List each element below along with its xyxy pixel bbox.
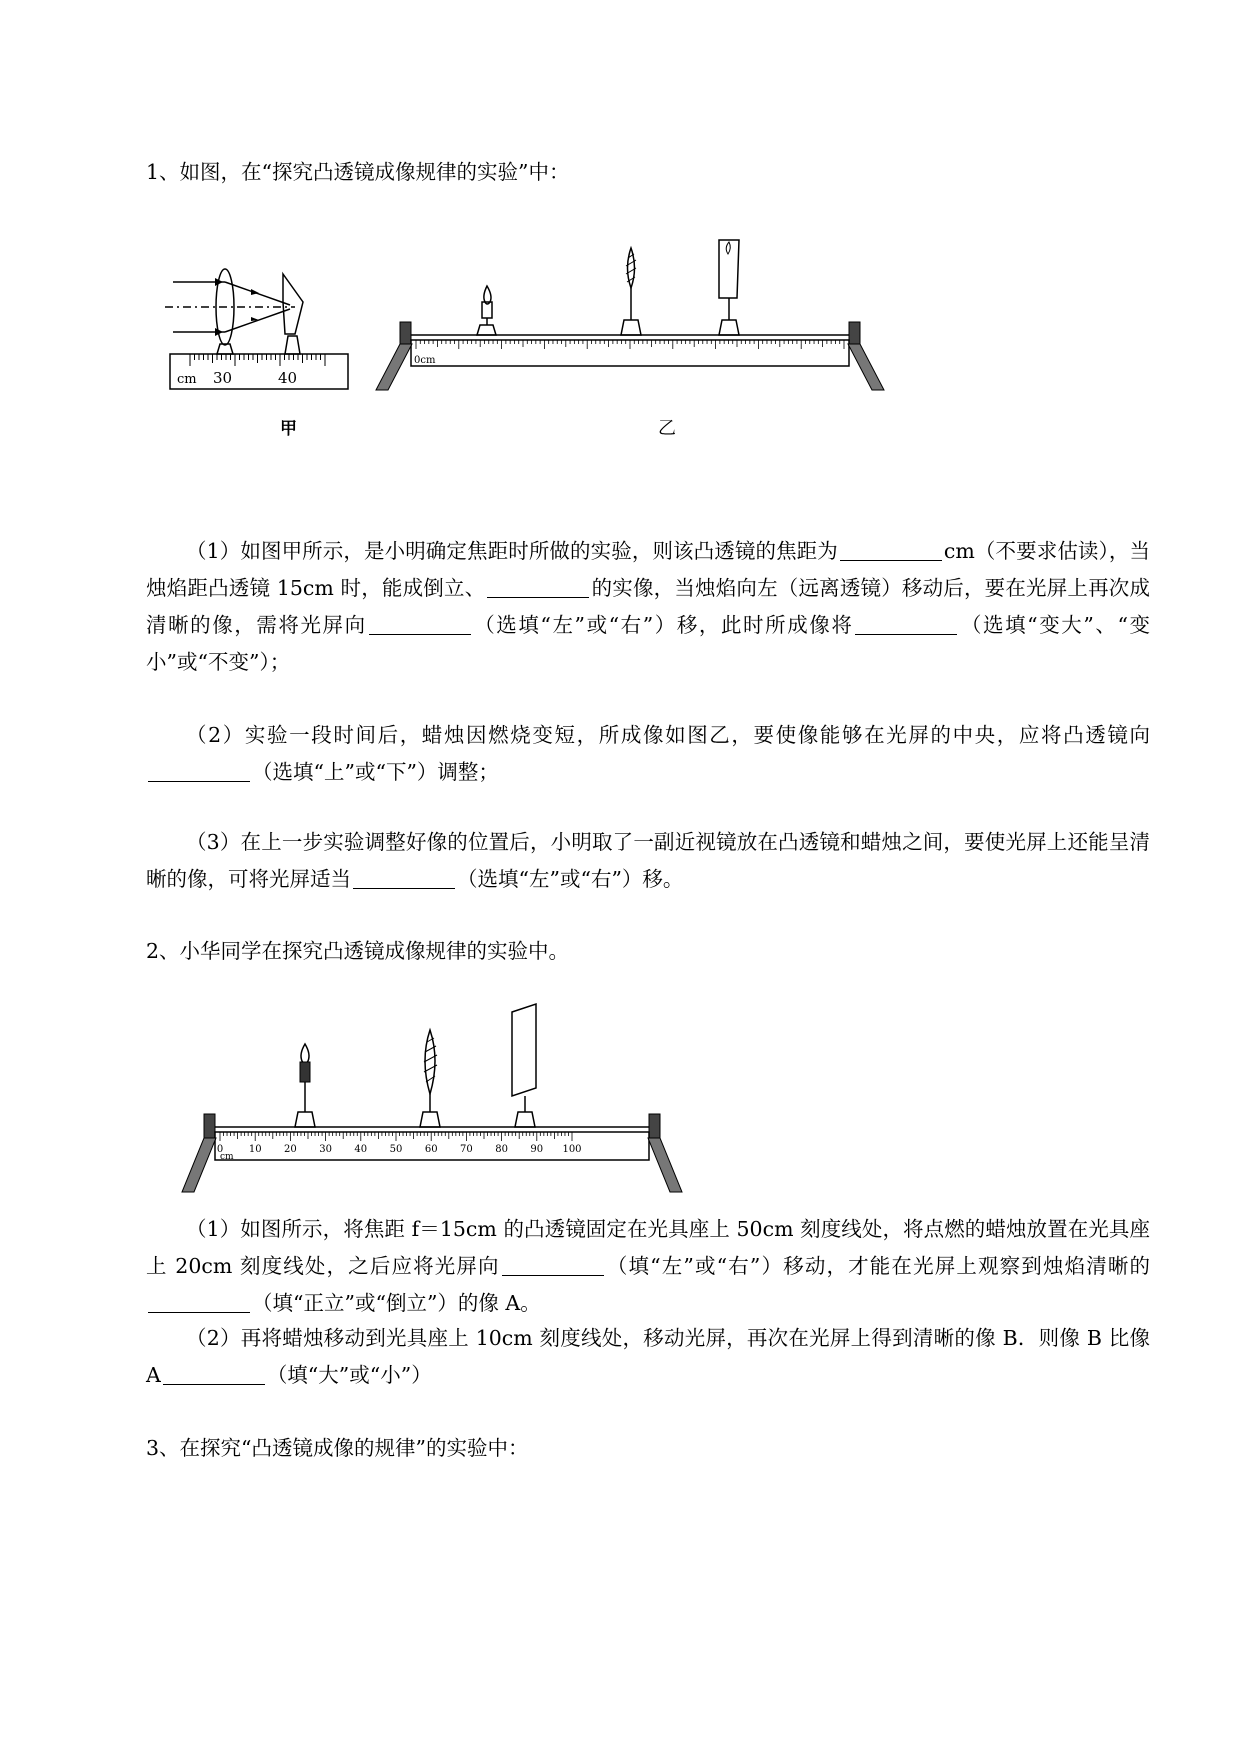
q1-title: 1、如图，在“探究凸透镜成像规律的实验”中： <box>146 160 570 184</box>
rail-leg-right <box>648 1138 682 1192</box>
q2-part2-text: （填“大”或“小”） <box>266 1363 432 1387</box>
answer-blank[interactable] <box>487 577 589 599</box>
q2-part1-text: （填“正立”或“倒立”）的像 A。 <box>252 1291 541 1315</box>
q1-part2-text: （2）实验一段时间后，蜡烛因燃烧变短，所成像如图乙，要使像能够在光屏的中央，应将凸透镜向 <box>186 723 1150 747</box>
q1-part2-text: （选填“上”或“下”）调整； <box>252 760 499 784</box>
answer-blank[interactable] <box>163 1364 265 1386</box>
answer-blank[interactable] <box>148 761 250 783</box>
q3-title: 3、在探究“凸透镜成像的规律”的实验中： <box>146 1436 529 1460</box>
answer-blank[interactable] <box>353 868 455 890</box>
screen-holder <box>285 336 300 354</box>
rail-leg-right <box>848 344 884 390</box>
rail-scale-labels <box>217 1144 582 1155</box>
q2-part1-text: （1）如图所示，将焦距 f＝15cm 的凸透镜固定在光具座上 50cm 刻度线处，将点燃的蜡烛放置在光具座上 20cm 刻度线处，之后应将光屏向 <box>146 1217 1150 1278</box>
screen <box>512 1004 536 1127</box>
ruler-unit: cm <box>177 372 197 387</box>
q1-part3 <box>146 824 1150 898</box>
rail-unit: cm <box>220 1152 234 1162</box>
rail-scale-label: 10 <box>248 1144 262 1155</box>
ruler-ticks <box>190 354 325 366</box>
rail-zero-label: 0cm <box>414 355 436 366</box>
candle <box>295 1044 315 1127</box>
q1-part1-text: （选填“左”或“右”）移，此时所成像将 <box>472 613 854 637</box>
ruler-tick-label: 40 <box>278 369 298 387</box>
q2-part1 <box>146 1211 1150 1322</box>
rail-end-left <box>400 322 411 344</box>
rail-end-right <box>849 322 860 344</box>
figure-caption: 甲 <box>280 419 297 439</box>
rail-scale-label: 20 <box>284 1144 297 1155</box>
rail-scale-label: 60 <box>424 1144 438 1155</box>
q2-part2 <box>146 1320 1150 1394</box>
rail-scale-label: 100 <box>562 1144 582 1155</box>
answer-blank[interactable] <box>502 1255 604 1277</box>
ruler <box>170 354 348 389</box>
rail-scale-label: 40 <box>354 1144 368 1155</box>
rail-end-left <box>204 1114 215 1138</box>
q1-part3-text: （3）在上一步实验调整好像的位置后，小明取了一副近视镜放在凸透镜和蜡烛之间，要使光屏上还能呈清晰的像，可将光屏适当 <box>146 830 1150 891</box>
rail-scale-label: 50 <box>389 1144 403 1155</box>
figure-q2 <box>178 1004 678 1204</box>
rail-ticks <box>416 340 844 349</box>
rail-leg-left <box>182 1138 216 1192</box>
figure-jia <box>165 262 355 442</box>
screen <box>719 240 739 335</box>
answer-blank[interactable] <box>855 614 957 636</box>
convex-lens <box>621 248 641 335</box>
q1-part2 <box>146 717 1150 791</box>
rail-scale-label: 90 <box>530 1144 544 1155</box>
q1-part1-text: （1）如图甲所示，是小明确定焦距时所做的实验，则该凸透镜的焦距为 <box>186 539 838 563</box>
answer-blank[interactable] <box>148 1292 250 1314</box>
ruler-tick-label: 30 <box>213 369 233 387</box>
rail-end-right <box>649 1114 660 1138</box>
q2-part1-text: （填“左”或“右”）移动，才能在光屏上观察到烛焰清晰的 <box>605 1254 1150 1278</box>
light-rays <box>165 282 295 332</box>
q1-part1-text: 的实像，当烛焰向左（远离透镜）移动后，要在光屏上再次成清晰的像，需将光屏向 <box>146 576 1151 637</box>
rail-scale-label: 70 <box>460 1144 473 1155</box>
q2-title: 2、小华同学在探究凸透镜成像规律的实验中。 <box>146 939 570 963</box>
q1-part1-text: cm（不要求估读），当烛焰距凸透镜 15cm 时，能成倒立、 <box>146 539 1151 600</box>
rail-ticks <box>220 1132 572 1141</box>
convex-lens <box>420 1030 440 1127</box>
q1-part1-text: （选填“变大”、“变小”或“不变”）； <box>146 613 1150 674</box>
candle <box>477 286 496 335</box>
rail-scale-label: 30 <box>319 1144 332 1155</box>
answer-blank[interactable] <box>369 614 471 636</box>
figure-yi <box>374 240 894 450</box>
rail-scale-label: 80 <box>495 1144 508 1155</box>
q1-part1 <box>146 533 1150 681</box>
answer-blank[interactable] <box>840 540 942 562</box>
figure-caption: 乙 <box>658 418 676 439</box>
rail-scale-label: 0 <box>216 1144 224 1155</box>
q1-part3-text: （选填“左”或“右”）移。 <box>457 867 684 891</box>
q2-part2-text: （2）再将蜡烛移动到光具座上 10cm 刻度线处，移动光屏，再次在光屏上得到清晰的像 B．则像 B 比像 A <box>146 1326 1150 1387</box>
rail-leg-left <box>376 344 412 390</box>
